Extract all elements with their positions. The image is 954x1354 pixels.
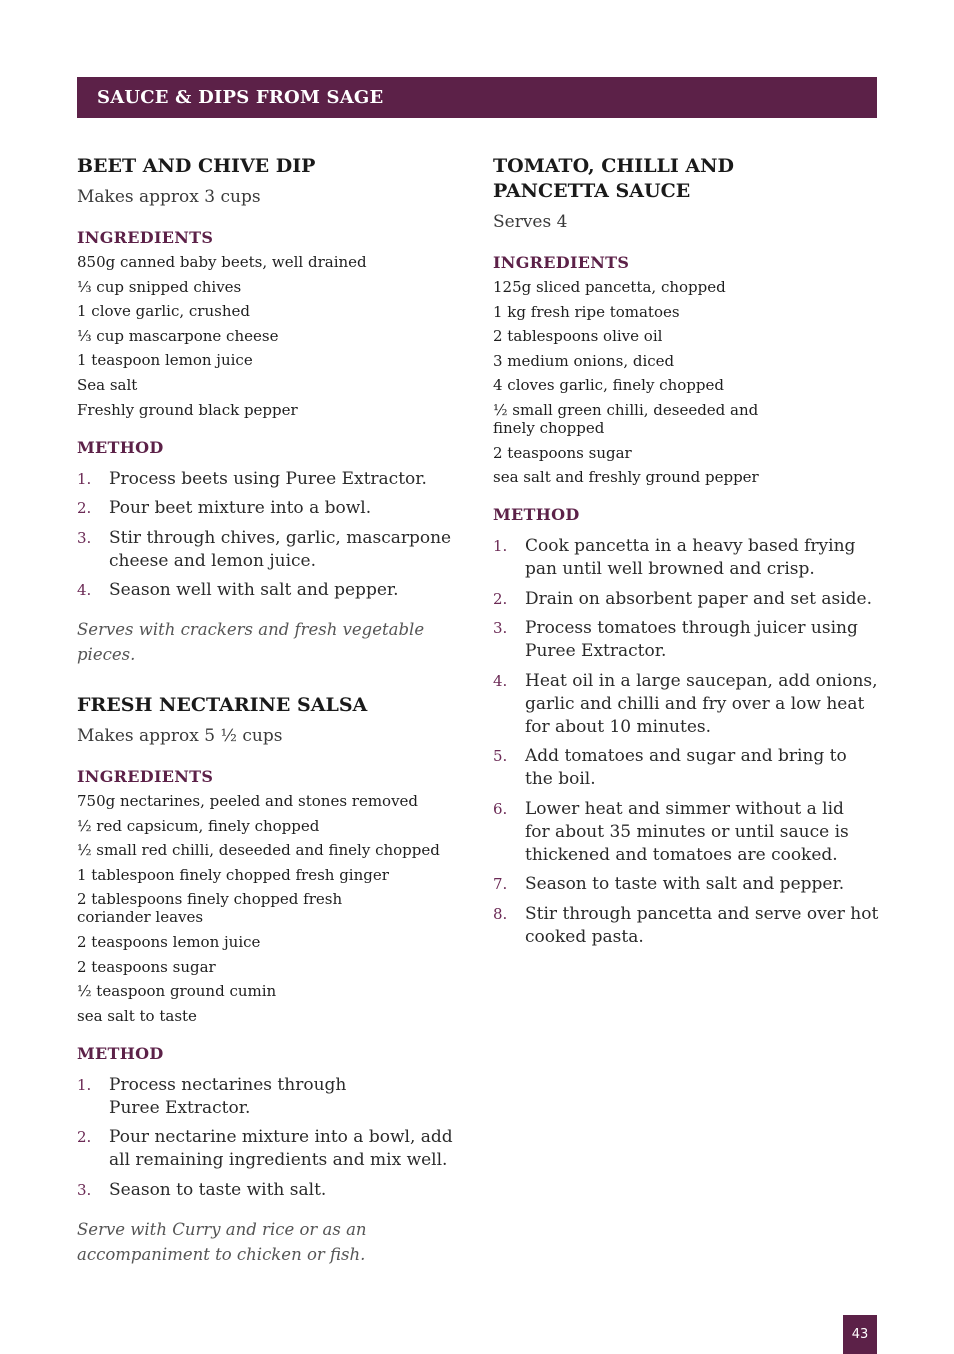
step-text: Season to taste with salt. — [109, 1179, 327, 1200]
method-step — [77, 497, 457, 520]
recipe-title: TOMATO, CHILLI AND PANCETTA SAUCE — [493, 155, 734, 202]
page-number: 43 — [843, 1315, 877, 1354]
recipe-yield: Serves 4 — [493, 212, 568, 232]
step-number: 2. — [493, 589, 508, 608]
step-number: 2. — [77, 499, 92, 518]
recipe-beet-chive-dip — [77, 154, 457, 667]
section-title: SAUCE & DIPS FROM SAGE — [97, 87, 384, 108]
step-text: Season to taste with salt and pepper. — [525, 874, 845, 895]
step-text: Stir through chives, garlic, mascarpone cheese and lemon juice. — [109, 527, 452, 571]
method-step — [493, 535, 883, 581]
ingredient-item: 750g nectarines, peeled and stones removed — [77, 792, 419, 811]
ingredient-item: 1 tablespoon finely chopped fresh ginger — [77, 865, 389, 884]
ingredient-item: 2 teaspoons lemon juice — [77, 933, 261, 952]
step-number: 3. — [77, 528, 92, 547]
step-text: Pour beet mixture into a bowl. — [109, 498, 372, 519]
ingredients-heading: INGREDIENTS — [77, 228, 214, 247]
right-column — [493, 154, 883, 955]
step-number: 1. — [77, 469, 92, 488]
method-heading: METHOD — [493, 505, 580, 525]
step-text: Lower heat and simmer without a lid for about 35 minutes or until sauce is thickened and tomatoes are cooked. — [525, 798, 849, 865]
serving-note: Serves with crackers and fresh vegetable pieces. — [77, 620, 425, 665]
ingredient-item: 2 teaspoons sugar — [493, 443, 632, 462]
method-step — [493, 798, 883, 867]
step-number: 7. — [493, 875, 508, 894]
left-column — [77, 154, 457, 1267]
ingredient-item: 850g canned baby beets, well drained — [77, 253, 367, 271]
ingredient-item: Freshly ground black pepper — [77, 400, 298, 419]
ingredient-item: 2 tablespoons olive oil — [493, 327, 663, 346]
ingredients-heading: INGREDIENTS — [493, 253, 630, 272]
ingredient-item: sea salt to taste — [77, 1006, 197, 1025]
step-text: Cook pancetta in a heavy based frying pan until well browned and crisp. — [525, 536, 856, 580]
step-text: Process nectarines through Puree Extractor. — [109, 1074, 347, 1118]
step-text: Heat oil in a large saucepan, add onions, garlic and chilli and fry over a low heat for about 10 minutes. — [525, 670, 878, 737]
step-text: Process tomatoes through juicer using Puree Extractor. — [525, 618, 858, 662]
step-text: Add tomatoes and sugar and bring to the boil. — [525, 746, 847, 790]
step-number: 1. — [493, 537, 508, 556]
method-step — [77, 1179, 457, 1202]
ingredient-item: Sea salt — [77, 375, 138, 394]
ingredient-item: ½ small green chilli, deseeded and finely chopped — [493, 400, 759, 437]
ingredient-item: 125g sliced pancetta, chopped — [493, 278, 726, 296]
step-text: Season well with salt and pepper. — [109, 580, 399, 601]
step-number: 8. — [493, 904, 508, 923]
method-heading: METHOD — [77, 437, 164, 457]
method-step — [493, 588, 883, 611]
method-step — [493, 745, 883, 791]
ingredient-item: 2 teaspoons sugar — [77, 957, 216, 976]
recipe-tomato-chilli-pancetta-sauce — [493, 154, 883, 949]
serving-note: Serve with Curry and rice or as an accompaniment to chicken or fish. — [77, 1219, 367, 1264]
method-heading: METHOD — [77, 1043, 164, 1063]
step-number: 5. — [493, 747, 508, 766]
ingredient-item: 2 tablespoons finely chopped fresh coriander leaves — [77, 890, 343, 927]
ingredient-item: ⅓ cup mascarpone cheese — [77, 326, 279, 345]
method-list — [77, 468, 457, 603]
step-number: 1. — [77, 1075, 92, 1094]
method-list — [493, 535, 883, 949]
step-number: 6. — [493, 799, 508, 818]
method-step — [493, 903, 883, 949]
ingredient-item: ⅓ cup snipped chives — [77, 277, 242, 296]
ingredients-list — [77, 792, 457, 1025]
step-text: Stir through pancetta and serve over hot cooked pasta. — [525, 903, 879, 947]
method-list — [77, 1074, 457, 1202]
step-number: 3. — [77, 1180, 92, 1199]
recipe-title: BEET AND CHIVE DIP — [77, 155, 316, 177]
method-step — [77, 468, 457, 491]
method-step — [493, 873, 883, 896]
step-number: 4. — [493, 671, 508, 690]
method-step — [77, 1074, 457, 1120]
step-number: 4. — [77, 581, 92, 600]
step-number: 3. — [493, 619, 508, 638]
step-text: Pour nectarine mixture into a bowl, add all remaining ingredients and mix well. — [109, 1127, 453, 1171]
ingredient-item: ½ teaspoon ground cumin — [77, 982, 277, 1001]
recipe-yield: Makes approx 3 cups — [77, 187, 261, 207]
ingredients-list — [77, 253, 457, 419]
recipe-fresh-nectarine-salsa — [77, 693, 457, 1267]
recipe-title: FRESH NECTARINE SALSA — [77, 694, 368, 717]
step-text: Drain on absorbent paper and set aside. — [525, 588, 873, 609]
method-step — [493, 617, 883, 663]
ingredients-heading: INGREDIENTS — [77, 767, 214, 787]
step-text: Process beets using Puree Extractor. — [109, 468, 427, 489]
recipe-yield: Makes approx 5 ½ cups — [77, 726, 283, 747]
method-step — [493, 670, 883, 739]
ingredient-item: 1 clove garlic, crushed — [77, 302, 250, 321]
section-header-bar — [77, 77, 877, 118]
ingredient-item: sea salt and freshly ground pepper — [493, 468, 759, 487]
method-step — [77, 579, 457, 602]
ingredient-item: 3 medium onions, diced — [493, 351, 675, 370]
ingredient-item: 4 cloves garlic, finely chopped — [493, 376, 724, 395]
method-step — [77, 1126, 457, 1172]
step-number: 2. — [77, 1128, 92, 1147]
method-step — [77, 527, 457, 573]
ingredient-item: ½ red capsicum, finely chopped — [77, 816, 320, 835]
ingredients-list — [493, 278, 883, 486]
ingredient-item: 1 kg fresh ripe tomatoes — [493, 302, 680, 321]
ingredient-item: 1 teaspoon lemon juice — [77, 351, 253, 370]
ingredient-item: ½ small red chilli, deseeded and finely chopped — [77, 841, 440, 860]
